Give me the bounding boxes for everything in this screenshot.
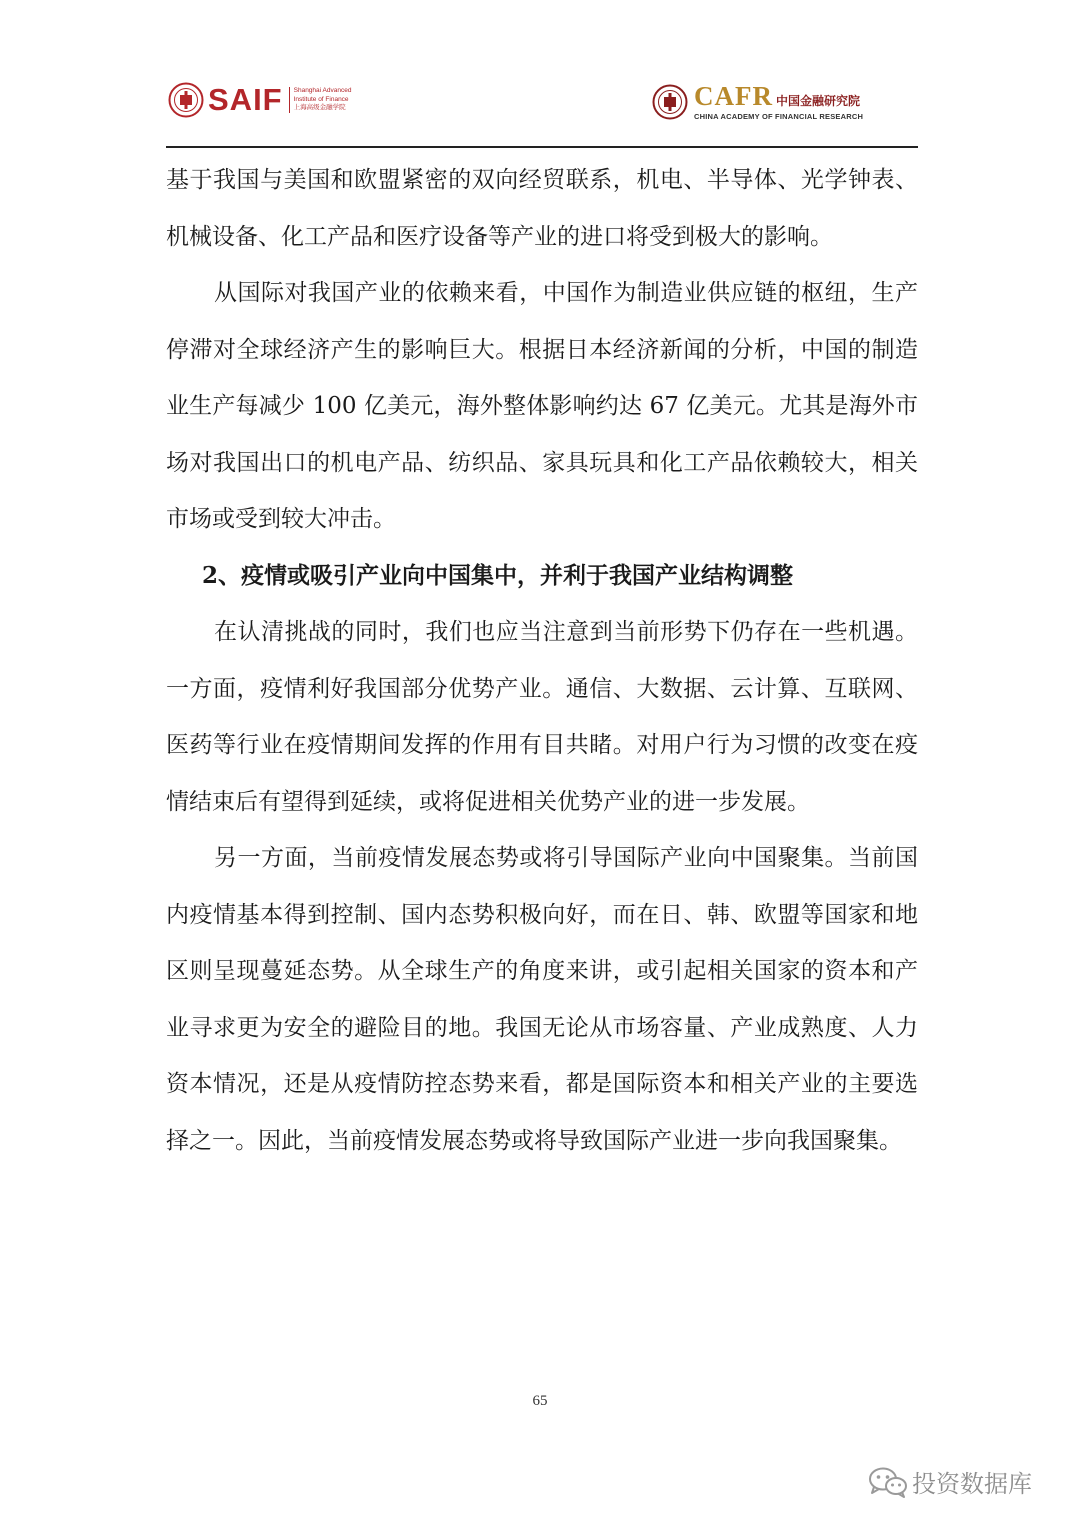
body-paragraph: 从国际对我国产业的依赖来看，中国作为制造业供应链的枢纽，生产停滞对全球经济产生的影响巨大。根据日本经济新闻的分析，中国的制造业生产每减少 100 亿美元，海外整体影响约达 67 亿美元。尤其是海外市场对我国出口的机电产品、纺织品、家具玩具和化工产品依赖较大，相关市场或受到较大冲击。 — [166, 280, 918, 532]
saif-wordmark: SAIF — [208, 82, 283, 117]
wechat-watermark — [868, 1464, 1032, 1499]
saif-logo — [168, 80, 351, 120]
cafr-chinese-name: 中国金融研究院 — [776, 94, 861, 108]
section-heading: 2、疫情或吸引产业向中国集中，并利于我国产业结构调整 — [202, 561, 794, 589]
cafr-text — [694, 83, 863, 121]
body-paragraph: 基于我国与美国和欧盟紧密的双向经贸联系，机电、半导体、光学钟表、机械设备、化工产品和医疗设备等产业的进口将受到极大的影响。 — [166, 167, 918, 250]
saif-subtitle-line: 上海高级金融学院 — [293, 104, 346, 112]
cafr-wordmark: CAFR — [694, 81, 773, 111]
saif-subtitle — [289, 87, 352, 113]
watermark-text: 投资数据库 — [912, 1470, 1032, 1498]
wechat-icon — [868, 1466, 908, 1498]
saif-subtitle-line: Shanghai Advanced — [293, 87, 352, 95]
cafr-logo — [652, 80, 863, 124]
university-seal-icon — [168, 82, 204, 118]
body-paragraph: 另一方面，当前疫情发展态势或将引导国际产业向中国聚集。当前国内疫情基本得到控制、国内态势积极向好，而在日、韩、欧盟等国家和地区则呈现蔓延态势。从全球生产的角度来讲，或引起相关国家的资本和产业寻求更为安全的避险目的地。我国无论从市场容量、产业成熟度、人力资本情况，还是从疫情防控态势来看，都是国际资本和相关产业的主要选择之一。因此，当前疫情发展态势或将导致国际产业进一步向我国聚集。 — [166, 845, 918, 1154]
document-body — [166, 152, 918, 1169]
saif-subtitle-line: Institute of Finance — [293, 95, 349, 103]
header-rule — [166, 146, 918, 148]
page-number: 65 — [532, 1393, 548, 1409]
cafr-english-name: CHINA ACADEMY OF FINANCIAL RESEARCH — [694, 112, 864, 121]
body-paragraph: 在认清挑战的同时，我们也应当注意到当前形势下仍存在一些机遇。一方面，疫情利好我国部分优势产业。通信、大数据、云计算、互联网、医药等行业在疫情期间发挥的作用有目共睹。对用户行为习惯的改变在疫情结束后有望得到延续，或将促进相关优势产业的进一步发展。 — [166, 619, 918, 815]
university-seal-icon — [652, 84, 688, 120]
page-header — [0, 0, 1080, 150]
